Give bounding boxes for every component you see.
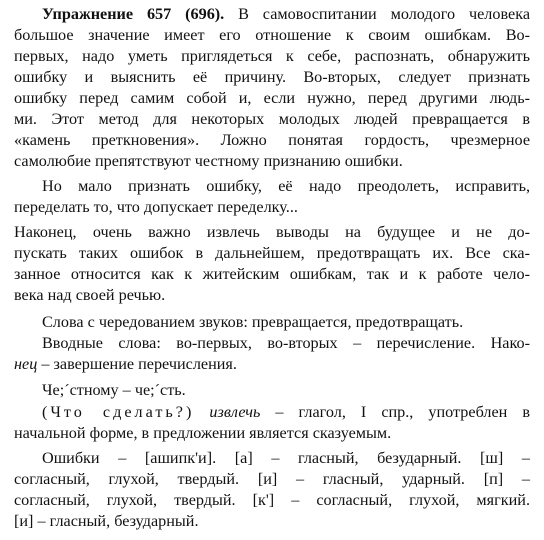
what-to-do-question: (Что сделать?) (42, 403, 195, 421)
exercise-line: ми. Этот метод для некоторых молодых людей превращается в (14, 110, 530, 128)
intro-rest: – завершение перечисления. (37, 355, 237, 373)
exercise-line: века над своей речью. (14, 286, 166, 304)
answer-verb (42, 402, 530, 422)
exercise-line: самолюбие препятствуют честному признанию ошибки. (14, 152, 403, 170)
exercise-line: Но мало признать ошибку, её надо преодолеть, исправить, (42, 177, 530, 195)
answer-verb-continued: начальной форме, в предложении является сказуемым. (14, 424, 392, 442)
answer-phonetic: Ошибки – [ашипк'и]. [а] – гласный, безударный. [ш] – (42, 449, 530, 467)
exercise-heading: Упражнение 657 (696). (42, 5, 225, 23)
answer-intro-continued (14, 354, 530, 374)
exercise-line: занное относится как к житейским ошибкам, так и к работе чело- (14, 265, 530, 283)
answer-phonetic: согласный, глухой, твердый. [и] – гласный, ударный. [п] – (14, 470, 530, 488)
answer-alternation: Слова с чередованием звуков: превращается, предотвращать. (42, 313, 464, 331)
exercise-line: первых, надо уметь приглядеться к себе, распознать, обнаружить (14, 47, 530, 65)
answer-word-analysis: Че;´стному – че;´сть. (42, 381, 186, 399)
exercise-line: пускать таких ошибок в дальнейшем, предотвращать их. Все ска- (14, 244, 530, 262)
answer-phonetic: [и] – гласный, безударный. (14, 512, 199, 530)
answer-phonetic: согласный, глухой, твердый. [к'] – согласный, глухой, мягкий. (14, 491, 530, 509)
exercise-line: ошибку и выяснить её причину. Во-вторых, следует признать (14, 68, 530, 86)
intro-italic: нец (14, 355, 38, 373)
exercise-line: Наконец, очень важно извлечь выводы на будущее и не до- (14, 223, 530, 241)
exercise-line: В самовоспитании молодого человека (238, 5, 530, 23)
verb-description: – глагол, I спр., употреблен в (260, 403, 530, 421)
exercise-line: «камень преткновения». Ложно понятая гордость, чрезмерное (14, 131, 530, 149)
exercise-line: ошибку перед самим собой и, если нужно, перед другими людь- (14, 89, 530, 107)
exercise-first-line (42, 4, 530, 24)
answer-intro-words: Вводные слова: во-первых, во-вторых – перечисление. Нако- (42, 334, 530, 352)
exercise-line: переделать то, что допускает переделку... (14, 198, 298, 216)
verb-word: извлечь (209, 403, 261, 421)
exercise-line: большое значение имеет его отношение к своим ошибкам. Во- (14, 26, 530, 44)
